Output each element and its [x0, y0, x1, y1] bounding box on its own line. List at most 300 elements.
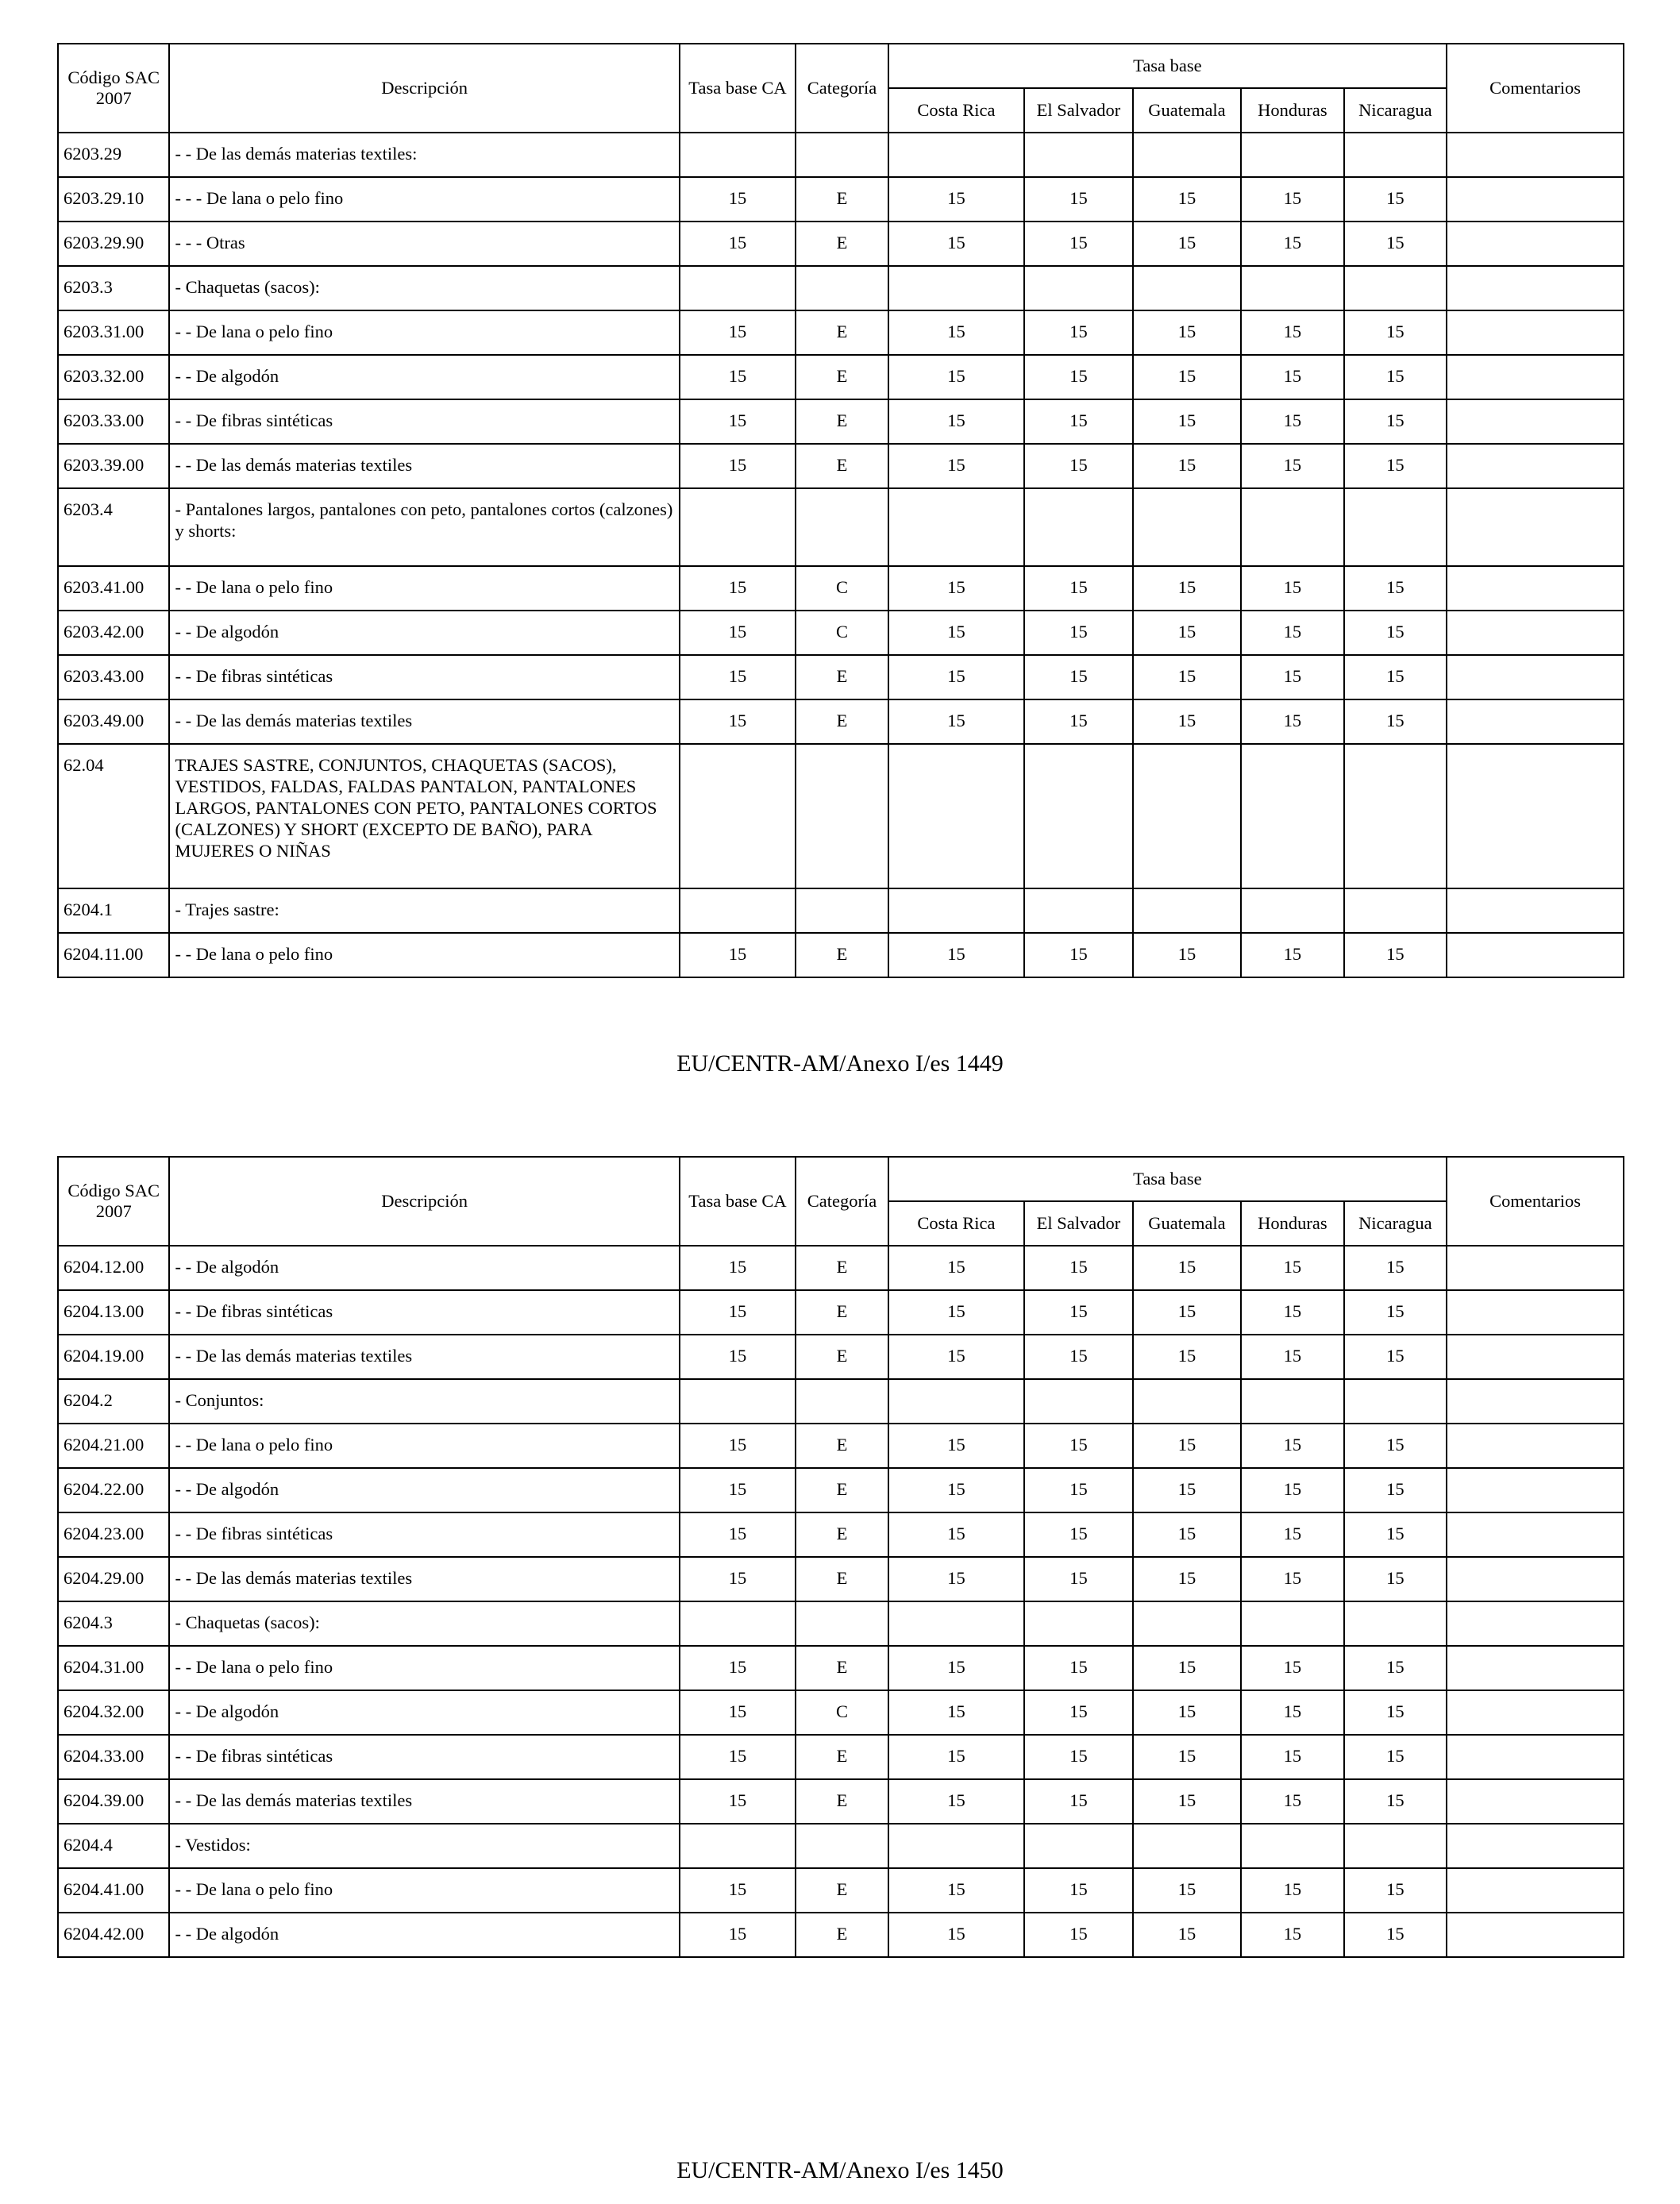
table-row [58, 133, 1624, 177]
description-cell: - Trajes sastre: [169, 888, 679, 933]
code-cell: 6204.42.00 [58, 1913, 169, 1957]
table-row [58, 611, 1624, 655]
rate-honduras-cell [1241, 888, 1343, 933]
comments-cell [1447, 1290, 1624, 1335]
table-body [58, 1246, 1624, 1957]
header-base-rate-ca: Tasa base CA [680, 1157, 796, 1246]
rate-honduras-cell: 15 [1241, 1290, 1343, 1335]
description-cell: - - De fibras sintéticas [169, 655, 679, 699]
comments-cell [1447, 1868, 1624, 1913]
code-cell: 6204.23.00 [58, 1512, 169, 1557]
rate-nicaragua-cell: 15 [1344, 1557, 1447, 1601]
rate-honduras-cell [1241, 1824, 1343, 1868]
rate-guatemala-cell: 15 [1133, 655, 1241, 699]
header-country-el-salvador: El Salvador [1024, 88, 1132, 133]
header-base-rate: Tasa base [888, 1157, 1447, 1201]
table-row [58, 399, 1624, 444]
comments-cell [1447, 266, 1624, 310]
rate-honduras-cell: 15 [1241, 699, 1343, 744]
table-row [58, 1646, 1624, 1690]
rate-honduras-cell: 15 [1241, 1335, 1343, 1379]
comments-cell [1447, 1512, 1624, 1557]
table-row [58, 488, 1624, 566]
description-cell: - - De lana o pelo fino [169, 1646, 679, 1690]
description-cell: - - De algodón [169, 355, 679, 399]
rate-guatemala-cell: 15 [1133, 1290, 1241, 1335]
comments-cell [1447, 1335, 1624, 1379]
rate-guatemala-cell: 15 [1133, 1690, 1241, 1735]
rate-nicaragua-cell: 15 [1344, 1424, 1447, 1468]
table-row [58, 1246, 1624, 1290]
rate-costa-rica-cell: 15 [888, 177, 1025, 222]
description-cell: - - De algodón [169, 1913, 679, 1957]
comments-cell [1447, 888, 1624, 933]
comments-cell [1447, 355, 1624, 399]
rate-nicaragua-cell: 15 [1344, 1913, 1447, 1957]
rate-costa-rica-cell [888, 744, 1025, 888]
rate-el-salvador-cell: 15 [1024, 1468, 1132, 1512]
category-cell: E [796, 355, 888, 399]
table-row [58, 444, 1624, 488]
rate-costa-rica-cell: 15 [888, 1424, 1025, 1468]
category-cell: C [796, 1690, 888, 1735]
description-cell: - Conjuntos: [169, 1379, 679, 1424]
rate-costa-rica-cell [888, 1379, 1025, 1424]
rate-guatemala-cell: 15 [1133, 933, 1241, 977]
table-row [58, 1824, 1624, 1868]
rate-nicaragua-cell: 15 [1344, 1646, 1447, 1690]
code-cell: 6204.11.00 [58, 933, 169, 977]
category-cell: E [796, 222, 888, 266]
rate-honduras-cell: 15 [1241, 399, 1343, 444]
base-rate-ca-cell: 15 [680, 566, 796, 611]
rate-nicaragua-cell: 15 [1344, 1735, 1447, 1779]
code-cell: 6204.29.00 [58, 1557, 169, 1601]
comments-cell [1447, 133, 1624, 177]
description-cell: - - De fibras sintéticas [169, 1290, 679, 1335]
comments-cell [1447, 611, 1624, 655]
rate-honduras-cell: 15 [1241, 1868, 1343, 1913]
rate-el-salvador-cell [1024, 1824, 1132, 1868]
rate-guatemala-cell: 15 [1133, 1512, 1241, 1557]
header-country-nicaragua: Nicaragua [1344, 1201, 1447, 1246]
table-row [58, 1379, 1624, 1424]
rate-guatemala-cell [1133, 488, 1241, 566]
header-country-nicaragua: Nicaragua [1344, 88, 1447, 133]
rate-el-salvador-cell: 15 [1024, 611, 1132, 655]
rate-honduras-cell: 15 [1241, 177, 1343, 222]
base-rate-ca-cell: 15 [680, 1557, 796, 1601]
rate-honduras-cell [1241, 1379, 1343, 1424]
rate-el-salvador-cell [1024, 133, 1132, 177]
code-cell: 62.04 [58, 744, 169, 888]
base-rate-ca-cell: 15 [680, 444, 796, 488]
header-category: Categoría [796, 44, 888, 133]
base-rate-ca-cell: 15 [680, 1735, 796, 1779]
rate-honduras-cell: 15 [1241, 566, 1343, 611]
category-cell: E [796, 1246, 888, 1290]
rate-nicaragua-cell: 15 [1344, 1690, 1447, 1735]
comments-cell [1447, 655, 1624, 699]
rate-nicaragua-cell: 15 [1344, 655, 1447, 699]
rate-nicaragua-cell: 15 [1344, 177, 1447, 222]
base-rate-ca-cell: 15 [680, 1246, 796, 1290]
base-rate-ca-cell: 15 [680, 310, 796, 355]
description-cell: - - De lana o pelo fino [169, 1424, 679, 1468]
rate-guatemala-cell: 15 [1133, 1913, 1241, 1957]
rate-honduras-cell: 15 [1241, 1512, 1343, 1557]
base-rate-ca-cell: 15 [680, 1468, 796, 1512]
category-cell: E [796, 444, 888, 488]
description-cell: - - De algodón [169, 1246, 679, 1290]
rate-costa-rica-cell: 15 [888, 1735, 1025, 1779]
table-row [58, 266, 1624, 310]
comments-cell [1447, 1735, 1624, 1779]
base-rate-ca-cell: 15 [680, 1868, 796, 1913]
category-cell: E [796, 1779, 888, 1824]
category-cell: E [796, 655, 888, 699]
rate-guatemala-cell: 15 [1133, 444, 1241, 488]
code-cell: 6204.21.00 [58, 1424, 169, 1468]
rate-honduras-cell: 15 [1241, 310, 1343, 355]
header-country-costa-rica: Costa Rica [888, 1201, 1025, 1246]
rate-guatemala-cell: 15 [1133, 1424, 1241, 1468]
rate-el-salvador-cell: 15 [1024, 1290, 1132, 1335]
rate-guatemala-cell: 15 [1133, 566, 1241, 611]
rate-nicaragua-cell: 15 [1344, 1512, 1447, 1557]
rate-costa-rica-cell: 15 [888, 222, 1025, 266]
rate-costa-rica-cell [888, 133, 1025, 177]
rate-costa-rica-cell: 15 [888, 1779, 1025, 1824]
code-cell: 6204.19.00 [58, 1335, 169, 1379]
description-cell: - - De algodón [169, 1468, 679, 1512]
comments-cell [1447, 1557, 1624, 1601]
code-cell: 6203.32.00 [58, 355, 169, 399]
rate-costa-rica-cell: 15 [888, 1335, 1025, 1379]
description-cell: - - De las demás materias textiles [169, 1335, 679, 1379]
description-cell: - - De las demás materias textiles [169, 1557, 679, 1601]
header-country-el-salvador: El Salvador [1024, 1201, 1132, 1246]
rate-el-salvador-cell: 15 [1024, 1335, 1132, 1379]
comments-cell [1447, 1913, 1624, 1957]
description-cell: - - De lana o pelo fino [169, 1868, 679, 1913]
rate-el-salvador-cell [1024, 266, 1132, 310]
comments-cell [1447, 1646, 1624, 1690]
base-rate-ca-cell: 15 [680, 699, 796, 744]
header-country-honduras: Honduras [1241, 88, 1343, 133]
category-cell: E [796, 1335, 888, 1379]
category-cell: E [796, 699, 888, 744]
category-cell [796, 744, 888, 888]
table-row [58, 1424, 1624, 1468]
rate-honduras-cell: 15 [1241, 933, 1343, 977]
code-cell: 6204.39.00 [58, 1779, 169, 1824]
table-row [58, 310, 1624, 355]
rate-el-salvador-cell: 15 [1024, 655, 1132, 699]
base-rate-ca-cell [680, 266, 796, 310]
rate-el-salvador-cell: 15 [1024, 1646, 1132, 1690]
base-rate-ca-cell: 15 [680, 1913, 796, 1957]
category-cell: E [796, 1735, 888, 1779]
code-cell: 6203.33.00 [58, 399, 169, 444]
category-cell [796, 488, 888, 566]
comments-cell [1447, 1779, 1624, 1824]
description-cell: - - De las demás materias textiles [169, 1779, 679, 1824]
table-row [58, 177, 1624, 222]
code-cell: 6204.31.00 [58, 1646, 169, 1690]
rate-costa-rica-cell [888, 888, 1025, 933]
rate-honduras-cell: 15 [1241, 444, 1343, 488]
comments-cell [1447, 222, 1624, 266]
rate-costa-rica-cell: 15 [888, 1868, 1025, 1913]
rate-el-salvador-cell [1024, 488, 1132, 566]
rate-guatemala-cell: 15 [1133, 355, 1241, 399]
rate-el-salvador-cell: 15 [1024, 444, 1132, 488]
code-cell: 6204.41.00 [58, 1868, 169, 1913]
category-cell: E [796, 1424, 888, 1468]
header-country-costa-rica: Costa Rica [888, 88, 1025, 133]
category-cell: E [796, 1557, 888, 1601]
code-cell: 6203.29.90 [58, 222, 169, 266]
rate-honduras-cell [1241, 1601, 1343, 1646]
table-row [58, 222, 1624, 266]
rate-costa-rica-cell [888, 266, 1025, 310]
table-row [58, 655, 1624, 699]
comments-cell [1447, 933, 1624, 977]
rate-el-salvador-cell: 15 [1024, 566, 1132, 611]
rate-nicaragua-cell: 15 [1344, 1290, 1447, 1335]
rate-honduras-cell: 15 [1241, 1913, 1343, 1957]
comments-cell [1447, 1690, 1624, 1735]
rate-el-salvador-cell: 15 [1024, 1868, 1132, 1913]
description-cell: - - De fibras sintéticas [169, 1512, 679, 1557]
comments-cell [1447, 444, 1624, 488]
description-cell: - - De lana o pelo fino [169, 310, 679, 355]
table-row [58, 1290, 1624, 1335]
code-cell: 6203.29 [58, 133, 169, 177]
code-cell: 6204.13.00 [58, 1290, 169, 1335]
rate-nicaragua-cell [1344, 1824, 1447, 1868]
rate-guatemala-cell: 15 [1133, 699, 1241, 744]
comments-cell [1447, 1379, 1624, 1424]
rate-el-salvador-cell: 15 [1024, 310, 1132, 355]
code-cell: 6204.33.00 [58, 1735, 169, 1779]
rate-costa-rica-cell: 15 [888, 699, 1025, 744]
table-row [58, 1512, 1624, 1557]
rate-costa-rica-cell: 15 [888, 1246, 1025, 1290]
table-row [58, 744, 1624, 888]
header-code: Código SAC 2007 [58, 44, 169, 133]
category-cell: E [796, 1646, 888, 1690]
rate-guatemala-cell [1133, 1824, 1241, 1868]
category-cell [796, 888, 888, 933]
description-cell: - - De fibras sintéticas [169, 399, 679, 444]
rate-costa-rica-cell [888, 488, 1025, 566]
rate-honduras-cell: 15 [1241, 1690, 1343, 1735]
rate-el-salvador-cell [1024, 888, 1132, 933]
comments-cell [1447, 699, 1624, 744]
rate-guatemala-cell: 15 [1133, 310, 1241, 355]
rate-costa-rica-cell: 15 [888, 1690, 1025, 1735]
table-row [58, 699, 1624, 744]
table-row [58, 1601, 1624, 1646]
rate-el-salvador-cell: 15 [1024, 1424, 1132, 1468]
table-body [58, 133, 1624, 977]
rate-el-salvador-cell: 15 [1024, 355, 1132, 399]
rate-el-salvador-cell: 15 [1024, 1512, 1132, 1557]
category-cell: E [796, 933, 888, 977]
header-description: Descripción [169, 44, 679, 133]
rate-honduras-cell: 15 [1241, 1424, 1343, 1468]
rate-el-salvador-cell: 15 [1024, 1557, 1132, 1601]
rate-nicaragua-cell [1344, 266, 1447, 310]
table-row [58, 888, 1624, 933]
base-rate-ca-cell: 15 [680, 611, 796, 655]
rate-guatemala-cell: 15 [1133, 1468, 1241, 1512]
rate-nicaragua-cell [1344, 744, 1447, 888]
rate-nicaragua-cell [1344, 1379, 1447, 1424]
table-row [58, 1557, 1624, 1601]
rate-guatemala-cell: 15 [1133, 1868, 1241, 1913]
base-rate-ca-cell [680, 888, 796, 933]
rate-el-salvador-cell: 15 [1024, 1913, 1132, 1957]
header-base-rate: Tasa base [888, 44, 1447, 88]
table-row [58, 1690, 1624, 1735]
rate-nicaragua-cell: 15 [1344, 566, 1447, 611]
rate-costa-rica-cell: 15 [888, 399, 1025, 444]
comments-cell [1447, 310, 1624, 355]
rate-costa-rica-cell: 15 [888, 1512, 1025, 1557]
table-row [58, 933, 1624, 977]
base-rate-ca-cell [680, 1601, 796, 1646]
rate-costa-rica-cell: 15 [888, 611, 1025, 655]
base-rate-ca-cell: 15 [680, 655, 796, 699]
rate-nicaragua-cell: 15 [1344, 611, 1447, 655]
rate-nicaragua-cell [1344, 888, 1447, 933]
rate-guatemala-cell [1133, 1379, 1241, 1424]
category-cell: E [796, 399, 888, 444]
rate-nicaragua-cell: 15 [1344, 355, 1447, 399]
header-comments: Comentarios [1447, 44, 1624, 133]
description-cell: - - De las demás materias textiles [169, 444, 679, 488]
base-rate-ca-cell: 15 [680, 1424, 796, 1468]
rate-guatemala-cell: 15 [1133, 1246, 1241, 1290]
header-country-guatemala: Guatemala [1133, 88, 1241, 133]
rate-costa-rica-cell [888, 1601, 1025, 1646]
rate-honduras-cell: 15 [1241, 1468, 1343, 1512]
category-cell [796, 133, 888, 177]
rate-costa-rica-cell: 15 [888, 655, 1025, 699]
code-cell: 6203.4 [58, 488, 169, 566]
rate-honduras-cell: 15 [1241, 1646, 1343, 1690]
base-rate-ca-cell [680, 1379, 796, 1424]
header-comments: Comentarios [1447, 1157, 1624, 1246]
rate-honduras-cell [1241, 488, 1343, 566]
category-cell: E [796, 1512, 888, 1557]
rate-nicaragua-cell: 15 [1344, 399, 1447, 444]
rate-honduras-cell: 15 [1241, 355, 1343, 399]
comments-cell [1447, 744, 1624, 888]
rate-guatemala-cell: 15 [1133, 399, 1241, 444]
table-row [58, 1779, 1624, 1824]
category-cell: E [796, 1868, 888, 1913]
base-rate-ca-cell [680, 1824, 796, 1868]
comments-cell [1447, 488, 1624, 566]
rate-honduras-cell: 15 [1241, 1246, 1343, 1290]
category-cell: E [796, 1290, 888, 1335]
code-cell: 6204.32.00 [58, 1690, 169, 1735]
category-cell: C [796, 611, 888, 655]
base-rate-ca-cell: 15 [680, 1512, 796, 1557]
rate-costa-rica-cell: 15 [888, 1468, 1025, 1512]
rate-guatemala-cell: 15 [1133, 1557, 1241, 1601]
rate-el-salvador-cell: 15 [1024, 1246, 1132, 1290]
base-rate-ca-cell [680, 744, 796, 888]
rate-honduras-cell [1241, 744, 1343, 888]
category-cell [796, 266, 888, 310]
rate-honduras-cell: 15 [1241, 222, 1343, 266]
rate-el-salvador-cell: 15 [1024, 933, 1132, 977]
rate-guatemala-cell [1133, 266, 1241, 310]
code-cell: 6203.29.10 [58, 177, 169, 222]
rate-guatemala-cell [1133, 744, 1241, 888]
rate-nicaragua-cell: 15 [1344, 444, 1447, 488]
category-cell: E [796, 1468, 888, 1512]
base-rate-ca-cell: 15 [680, 1335, 796, 1379]
code-cell: 6203.3 [58, 266, 169, 310]
rate-costa-rica-cell: 15 [888, 310, 1025, 355]
comments-cell [1447, 566, 1624, 611]
comments-cell [1447, 1424, 1624, 1468]
page-footer-1449: EU/CENTR-AM/Anexo I/es 1449 [676, 1050, 1004, 1077]
base-rate-ca-cell [680, 488, 796, 566]
description-cell: - Chaquetas (sacos): [169, 1601, 679, 1646]
rate-nicaragua-cell: 15 [1344, 1468, 1447, 1512]
rate-nicaragua-cell: 15 [1344, 310, 1447, 355]
table-row [58, 355, 1624, 399]
rate-guatemala-cell: 15 [1133, 1335, 1241, 1379]
description-cell: - - - De lana o pelo fino [169, 177, 679, 222]
tariff-table-1449 [57, 43, 1624, 978]
table-row [58, 1913, 1624, 1957]
base-rate-ca-cell: 15 [680, 177, 796, 222]
table-row [58, 1468, 1624, 1512]
category-cell [796, 1379, 888, 1424]
rate-costa-rica-cell: 15 [888, 1557, 1025, 1601]
description-cell: - Pantalones largos, pantalones con peto, pantalones cortos (calzones) y shorts: [169, 488, 679, 566]
code-cell: 6204.2 [58, 1379, 169, 1424]
description-cell: - Vestidos: [169, 1824, 679, 1868]
rate-guatemala-cell: 15 [1133, 1735, 1241, 1779]
rate-guatemala-cell: 15 [1133, 1646, 1241, 1690]
base-rate-ca-cell: 15 [680, 1779, 796, 1824]
rate-guatemala-cell: 15 [1133, 222, 1241, 266]
code-cell: 6203.43.00 [58, 655, 169, 699]
rate-costa-rica-cell: 15 [888, 1913, 1025, 1957]
rate-honduras-cell: 15 [1241, 1557, 1343, 1601]
rate-el-salvador-cell: 15 [1024, 1779, 1132, 1824]
code-cell: 6204.3 [58, 1601, 169, 1646]
rate-costa-rica-cell: 15 [888, 355, 1025, 399]
rate-honduras-cell [1241, 266, 1343, 310]
code-cell: 6204.1 [58, 888, 169, 933]
base-rate-ca-cell: 15 [680, 1646, 796, 1690]
rate-costa-rica-cell: 15 [888, 933, 1025, 977]
rate-honduras-cell: 15 [1241, 1779, 1343, 1824]
code-cell: 6203.42.00 [58, 611, 169, 655]
description-cell: - - De las demás materias textiles [169, 699, 679, 744]
category-cell: E [796, 1913, 888, 1957]
